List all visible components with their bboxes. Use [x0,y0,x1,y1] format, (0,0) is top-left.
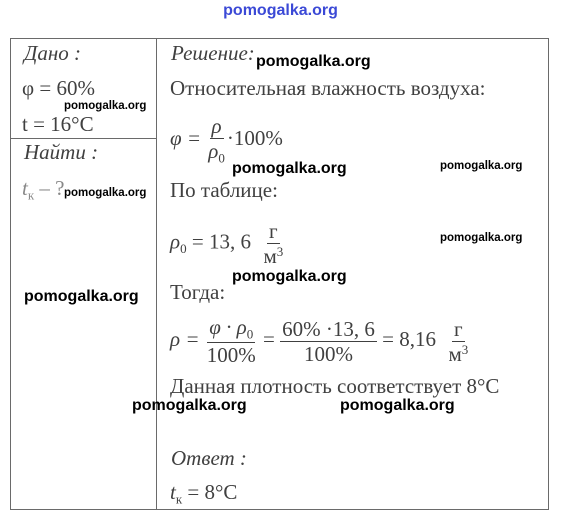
solution-line-1: Относительная влажность воздуха: [170,76,486,100]
f1-fraction [206,115,227,165]
answer-value [170,480,237,508]
watermark-8: pomogalka.org [24,288,139,305]
watermark-6: pomogalka.org [440,232,523,244]
find-title: Найти : [24,140,99,164]
f2-unit-den: $м^3$ [263,244,284,269]
f3-unit-den: $м^3$ [448,341,469,366]
watermark-5: pomogalka.org [64,187,147,199]
formula-density-calc [170,316,470,366]
f1-lhs: φ = [170,125,202,150]
f3-num1: $\varphi \cdot \rho_0$ [209,315,254,342]
watermark-9: pomogalka.org [132,397,247,414]
solution-title: Решение: [171,41,255,65]
f3-result: = 8,16 [382,326,436,351]
f1-tail: ·100% [226,125,283,150]
watermark-4: pomogalka.org [440,160,523,172]
f3-den2: 100% [303,341,353,366]
find-t-rest: – ? [34,176,65,200]
watermark-2: pomogalka.org [64,100,147,112]
f3-fraction-1 [205,316,258,366]
table-bottom-border [10,509,549,510]
given-title: Дано : [24,41,82,65]
f2-lhs-var: ρ [170,229,181,254]
solution-line-2: По таблице: [170,178,278,202]
find-t-var: t [22,176,28,200]
f3-num2: 60% ·13, 6 [282,316,375,341]
given-t: t = 16°C [22,112,94,136]
watermark-3: pomogalka.org [232,160,347,177]
answer-var: t [170,480,176,504]
find-t [22,176,65,204]
given-phi: φ = 60% [22,76,95,100]
f3-unit-num: г [454,316,463,341]
table-right-border [548,38,549,510]
answer-sub: к [175,491,183,507]
f2-eq: = 13, 6 [186,229,251,254]
watermark-1: pomogalka.org [256,53,371,70]
table-top-border [10,38,549,39]
find-t-sub: к [27,187,35,203]
watermark-7: pomogalka.org [232,268,347,285]
watermark-10: pomogalka.org [340,397,455,414]
solution-line-3: Тогда: [170,280,226,304]
f1-denominator: $\rho_0$ [208,139,225,166]
solution-line-4: Данная плотность соответствует 8°C [170,374,500,398]
column-divider [156,38,157,510]
answer-title: Ответ : [171,446,247,470]
f1-numerator: ρ [211,114,222,138]
f3-eq: = [263,326,275,351]
f2-unit-num: г [269,219,278,243]
answer-rest: = 8°C [182,480,238,504]
f3-lhs: ρ = [170,326,200,351]
f2-lhs-sub: 0 [180,240,187,256]
table-left-border [10,38,11,510]
f3-den1: 100% [206,343,256,368]
formula-relative-humidity [170,115,283,165]
f2-unit [261,220,285,267]
f3-fraction-2 [280,318,377,365]
header-watermark: pomogalka.org [223,2,338,19]
f3-unit [446,318,470,365]
formula-table-density [170,220,285,267]
